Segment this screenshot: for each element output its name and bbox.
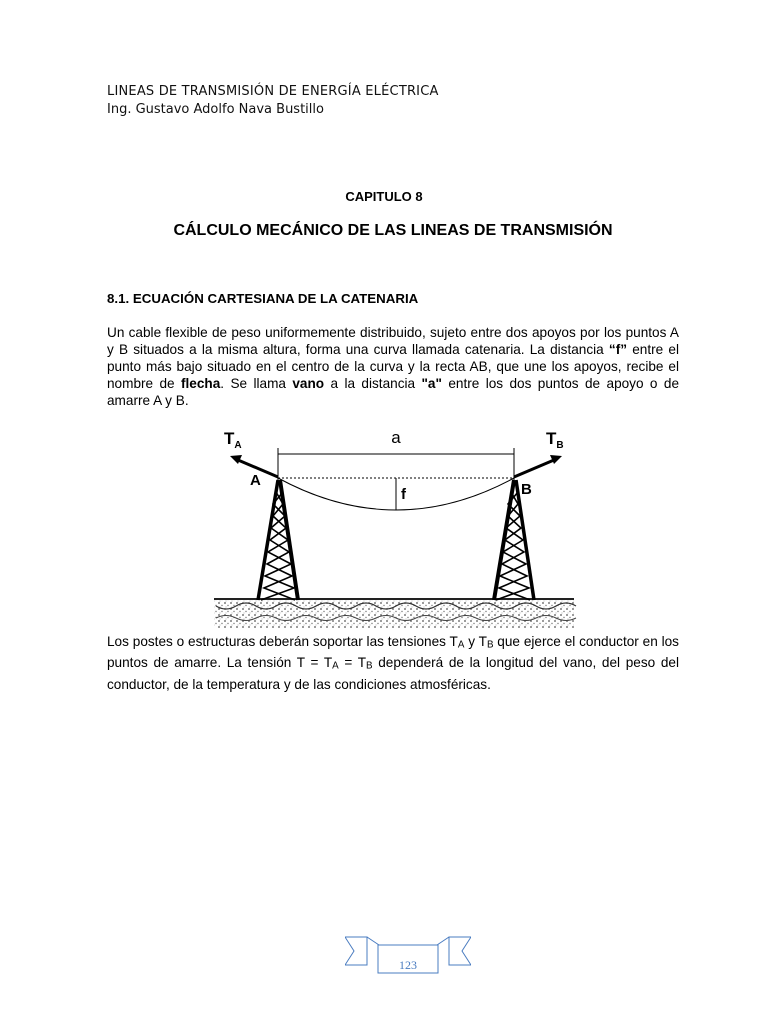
- chapter-label: CAPITULO 8: [345, 189, 423, 204]
- label-tension-a: [224, 429, 242, 451]
- label-span-a: a: [391, 428, 401, 447]
- tower-left: [258, 480, 298, 600]
- tension-arrow-b: [514, 455, 562, 477]
- paragraph-text: a la distancia: [324, 376, 422, 391]
- paragraph-text: y T: [464, 634, 487, 649]
- chapter-title: CÁLCULO MECÁNICO DE LAS LINEAS DE TRANSMISIÓN: [173, 222, 613, 239]
- ground: [214, 598, 576, 628]
- label-tension-b: [546, 429, 564, 451]
- subscript-a: A: [457, 639, 465, 651]
- document-header-author: Ing. Gustavo Adolfo Nava Bustillo: [107, 102, 324, 117]
- paragraph-text: . Se llama: [220, 376, 293, 391]
- paragraph-catenary-definition: [107, 324, 679, 409]
- paragraph-text: = T: [338, 655, 367, 671]
- term-f: “f”: [608, 342, 628, 357]
- tower-right: [494, 480, 534, 600]
- tension-a-letter: T: [224, 429, 235, 448]
- paragraph-text: dependerá de la longitud del vano, del peso del conductor, de la temperatura y de las condiciones atmosféricas.: [107, 655, 679, 692]
- tension-b-letter: T: [546, 429, 557, 448]
- label-point-b: B: [521, 481, 532, 498]
- page-footer: [345, 935, 471, 975]
- paragraph-tensions: [107, 633, 679, 694]
- subscript-b: B: [366, 660, 373, 672]
- section-heading: 8.1. ECUACIÓN CARTESIANA DE LA CATENARIA: [107, 291, 419, 306]
- label-sag-f: f: [401, 486, 406, 503]
- term-a: "a": [421, 376, 442, 391]
- paragraph-text: Un cable flexible de peso uniformemente distribuido, sujeto entre dos apoyos por los puntos A y B situados a la misma altura, forma una curva llamada catenaria. La distancia: [107, 325, 679, 357]
- label-point-a: A: [250, 472, 261, 489]
- paragraph-text: Los postes o estructuras deberán soportar las tensiones T: [107, 634, 458, 649]
- paragraph-text: entre el punto más bajo situado en el centro de la curva y la recta AB, que une los apoyos, recibe el nombre de: [107, 342, 680, 391]
- tension-b-subscript: B: [556, 440, 564, 451]
- term-vano: vano: [292, 376, 325, 391]
- paragraph-text: entre los dos puntos de apoyo o de amarre A y B.: [107, 376, 680, 408]
- subscript-a: A: [332, 660, 339, 672]
- catenary-figure: [212, 422, 582, 634]
- tension-a-subscript: A: [234, 440, 242, 451]
- document-header-title: LINEAS DE TRANSMISIÓN DE ENERGÍA ELÉCTRICA: [107, 84, 439, 99]
- term-flecha: flecha: [181, 376, 221, 391]
- page-number: 123: [399, 958, 417, 972]
- subscript-b: B: [486, 639, 494, 651]
- dimension-span-a: [278, 448, 514, 480]
- paragraph-text: que ejerce el conductor en los puntos de amarre. La tensión T = T: [107, 634, 679, 671]
